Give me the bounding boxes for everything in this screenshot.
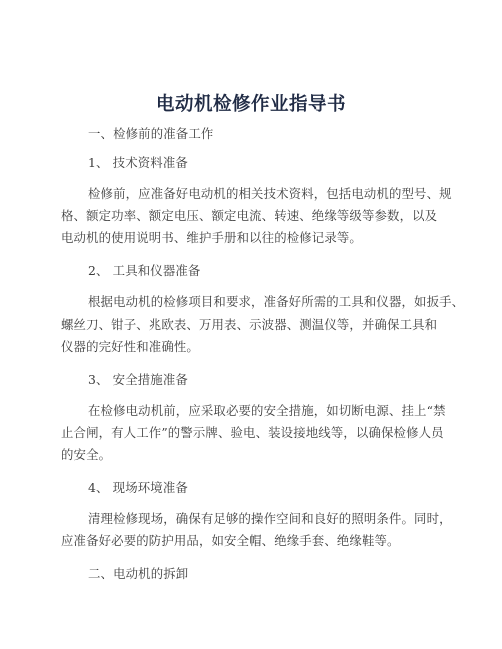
paragraph-line: 格、额定功率、额定电压、额定电流、转速、绝缘等级等参数，以及 (61, 208, 438, 223)
paragraph-line: 的安全。 (61, 447, 112, 462)
subsection-heading-site: 4、 现场环境准备 (88, 480, 188, 495)
paragraph-line: 检修前，应准备好电动机的相关技术资料，包括电动机的型号、规 (88, 186, 452, 201)
section-heading-preparation: 一、检修前的准备工作 (88, 126, 214, 141)
subsection-heading-tools: 2、 工具和仪器准备 (88, 263, 201, 278)
paragraph-line: 仪器的完好性和准确性。 (61, 339, 199, 354)
paragraph-line: 螺丝刀、钳子、兆欧表、万用表、示波器、测温仪等，并确保工具和 (61, 317, 438, 332)
paragraph-line: 电动机的使用说明书、维护手册和以往的检修记录等。 (61, 230, 362, 245)
section-heading-disassembly: 二、电动机的拆卸 (88, 566, 189, 581)
paragraph-line: 应准备好必要的防护用品，如安全帽、绝缘手套、绝缘鞋等。 (61, 533, 400, 548)
document-title: 电动机检修作业指导书 (155, 94, 346, 115)
paragraph-line: 止合闸，有人工作”的警示牌、验电、装设接地线等，以确保检修人员 (61, 425, 444, 440)
paragraph-line: 清理检修现场，确保有足够的操作空间和良好的照明条件。同时， (88, 511, 452, 526)
paragraph-line: 根据电动机的检修项目和要求，准备好所需的工具和仪器，如扳手、 (88, 294, 465, 309)
paragraph-line: 在检修电动机前，应采取必要的安全措施，如切断电源、挂上“禁 (88, 403, 446, 418)
subsection-heading-safety: 3、 安全措施准备 (88, 372, 188, 387)
subsection-heading-technical-docs: 1、 技术资料准备 (88, 155, 188, 170)
